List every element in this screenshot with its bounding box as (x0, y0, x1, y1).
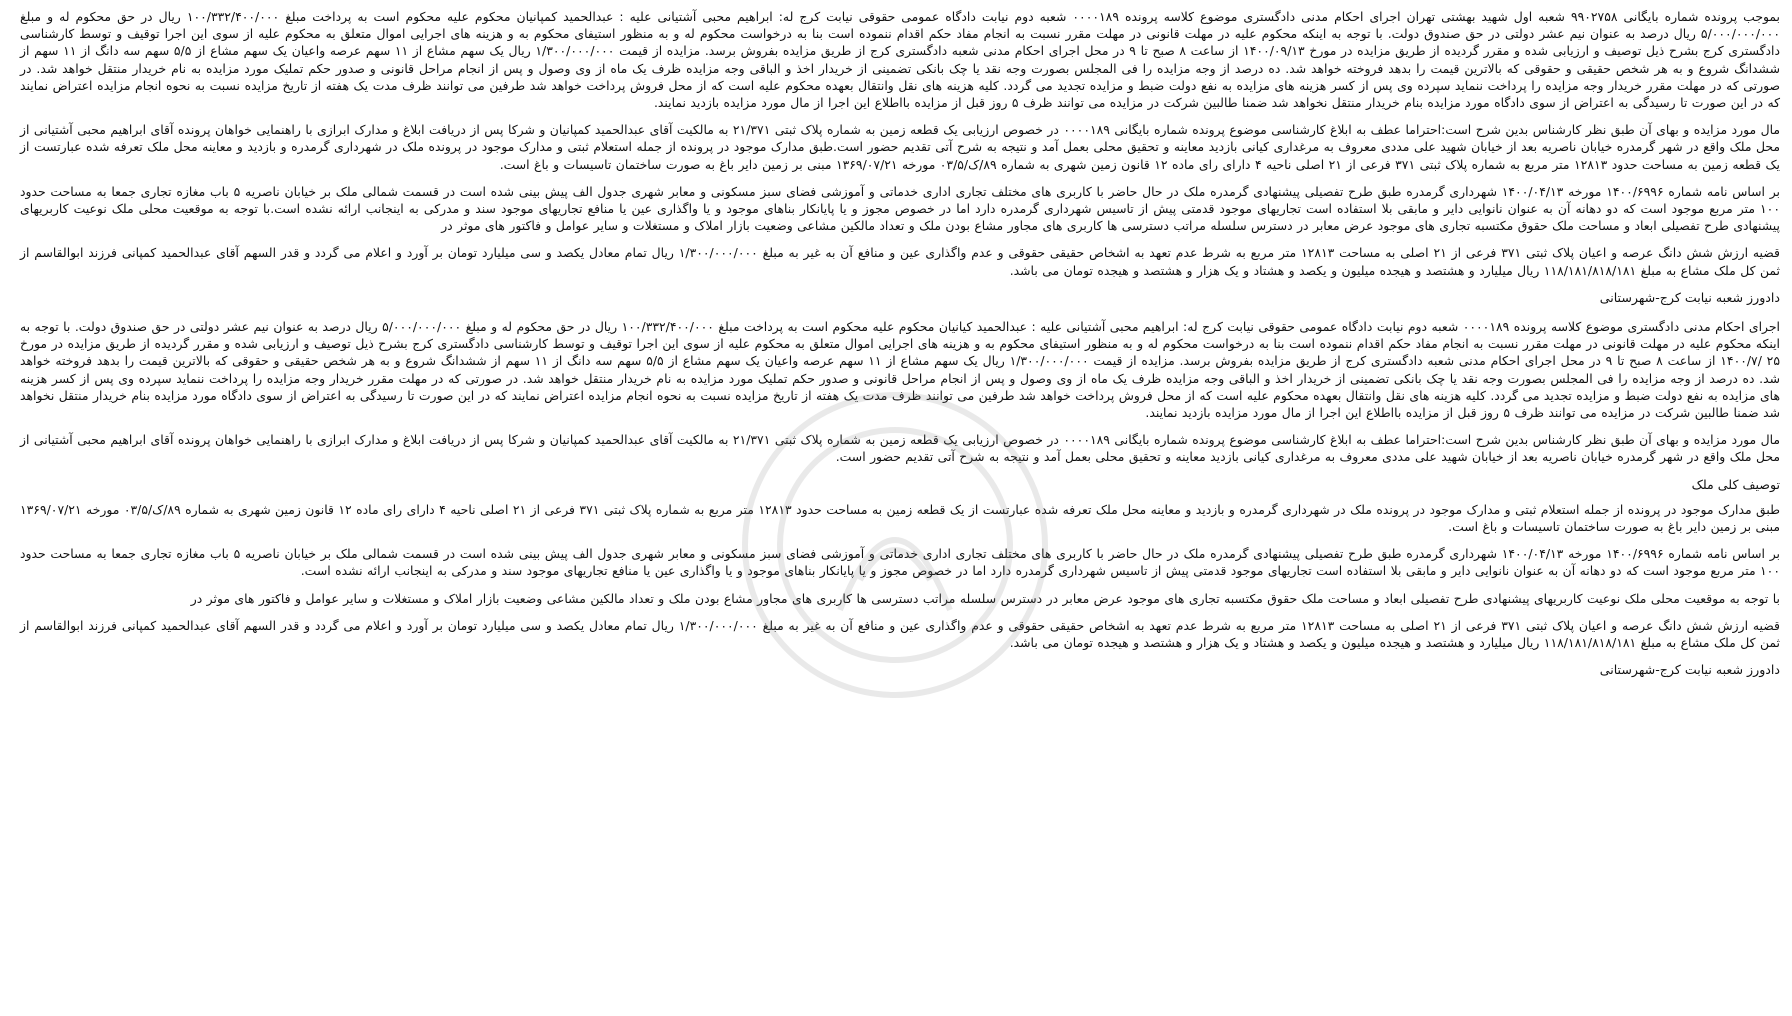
valuation-paragraph: قضیه ارزش شش دانگ عرصه و اعیان پلاک ثبتی ۳۷۱ فرعی از ۲۱ اصلی به مساحت ۱۲۸۱۳ متر مربع به شرط عدم تعهد به اشخاص حقیقی حقوقی و عدم واگذاری عین و منافع آن به غیر به مبلغ ۱/۳۰۰/۰۰۰/۰۰۰ ریال تمام معادل یکصد و سی میلیارد تومان بر آورد و اعلام می گردد و قدر السهم آقای عبدالحمید کمپانی فرزند ابوالقاسم از ثمن کل ملک مشاع به مبلغ ۱۱۸/۱۸۱/۸۱۸/۱۸۱ ریال میلیارد و هشتصد و هیجده میلیون و یکصد و هشتاد و یک هزار و هشتصد و هیجده تومان می باشد. (20, 617, 1780, 651)
municipality-letter-paragraph: بر اساس نامه شماره ۱۴۰۰/۶۹۹۶ مورخه ۱۴۰۰/۰۴/۱۳ شهرداری گرمدره طبق طرح تفصیلی پیشنهادی گرمدره ملک در حال حاضر با کاربری های مختلف تجاری اداری خدماتی و آموزشی فضای سبز مسکونی و معابر شهری جدول الف پیش بینی شده است در قسمت شمالی ملک بر خیابان ناصریه ۵ باب مغازه تجاری جمعا به مساحت حدود ۱۰۰ متر مربع موجود است که دو دهانه آن به عنوان نانوایی دایر و مابقی بلا استفاده است تجاریهای موجود قدمتی پیش از تاسیس شهرداری گرمدره دارد اما در خصوص مجوز و یا پایانکار بناهای موجود و یا واگذاری عین یا منافع تجاریهای موجود سند و مدرکی به اینجانب ارائه نشده است.با توجه به موقعیت محلی ملک نوعیت کاربریهای پیشنهادی طرح تفصیلی ابعاد و مساحت ملک حقوق مکتسبه تجاری های موجود عرض معابر در دسترس سلسله مراتب دسترسی ها کاربری های مجاور مشاع بودن ملک و تعداد مالکین مشاعی وضعیت بازار املاک و مستغلات و سایر عوامل و فاکتور های موثر در (20, 183, 1780, 234)
expert-opinion-paragraph: مال مورد مزایده و بهای آن طبق نظر کارشناس بدین شرح است:احتراما عطف به ابلاغ کارشناسی موضوع پرونده شماره بایگانی ۰۰۰۰۱۸۹ در خصوص ارزیابی یک قطعه زمین به شماره پلاک ثبتی ۲۱/۳۷۱ به مالکیت آقای عبدالحمید کمپانیان و شرکا پس از دریافت ابلاغ و مدارک ابرازی با راهنمایی خواهان پرونده آقای ابراهیم محبی آشتیانی از محل ملک واقع در شهر گرمدره خیابان ناصریه بعد از خیابان شهید علی مددی معروف به مرغداری کیانی بازدید معاینه و تحقیق محلی بعمل آمد و نتیجه به شرح آتی تقدیم حضور است. (20, 432, 1780, 465)
auction-notice-paragraph: اجرای احکام مدنی دادگستری موضوع کلاسه پرونده ۰۰۰۰۱۸۹ شعبه دوم نیابت دادگاه عمومی حقوقی نیابت کرج له: ابراهیم محبی آشتیانی علیه : عبدالحمید کیانیان محکوم علیه محکوم است به پرداخت مبلغ ۱۰۰/۳۳۲/۴۰۰/۰۰۰ ریال در حق محکوم له و مبلغ ۵/۰۰۰/۰۰۰/۰۰۰ ریال درصد به عنوان نیم عشر دولتی در حق صندوق دولت. با توجه به اینکه محکوم علیه در مهلت قانونی در مهلت مقرر نسبت به انجام مفاد حکم اقدام ننموده است بنا به درخواست محکوم له و به منظور استیفای محکوم به و هزینه های اجرایی اموال متعلق به محکوم علیه از سوی این اجرا توقیف و توسط کارشناسی دادگستری کرج بشرح ذیل توصیف و ارزیابی شده و مقرر گردیده از طریق مزایده در مورخ ۲۵ /۱۴۰۰/۷ از ساعت ۸ صبح تا ۹ در محل اجرای احکام مدنی شعبه دادگستری کرج از طریق مزایده بفروش برسد. مزایده از قیمت ۱/۳۰۰/۰۰۰/۰۰۰ ریال یک سهم مشاع از ۱۱ سهم عرصه واعیان یک سهم مشاع از ۵/۵ سهم سه دانگ از ۱۱ سهم از ششدانگ شروع و به هر شخص حقیقی و حقوقی که بالاترین قیمت را بدهد فروخته خواهد شد. ده درصد از وجه مزایده را فی المجلس بصورت وجه نقد یا چک بانکی تضمینی از خریدار اخذ و الباقی وجه مزایده ظرف یک ماه از وی وصول و پس از انجام مراحل قانونی و صدور حکم تملیک مورد مزایده به نام خریدار منتقل خواهد شد. در صورتی که در مهلت مقرر خریدار وجه مزایده را پرداخت ننماید سپرده وی پس از کسر هزینه های مزایده به نفع دولت ضبط و مزایده تجدید می گردد. کلیه هزینه های نقل وانتقال بعهده محکوم علیه است که از محل فروش پرداخت خواهد شد طرفین می توانند ظرف مدت یک هفته از تاریخ مزایده نسبت به نحوه انجام مزایده اعتراض نمایند که در این صورت تا رسیدگی به اعتراض از سوی دادگاه مورد مزایده بنام خریدار منتقل نخواهد شد ضمنا طالبین شرکت در مزایده می توانند ظرف ۵ روز قبل از مزایده بااطلاع این اجرا از مال مورد مزایده بازدید نمایند. (20, 319, 1780, 421)
property-description-paragraph: طبق مدارک موجود در پرونده از جمله استعلام ثبتی و مدارک موجود در پرونده ملک در شهرداری گرمدره و بازدید و معاینه محل ملک تعرفه شده عبارتست از یک قطعه زمین به مساحت حدود ۱۲۸۱۳ متر مربع به شماره پلاک ثبتی ۳۷۱ فرعی از ۲۱ اصلی ناحیه ۴ دارای رای ماده ۱۲ قانون زمین شهری به شماره ۸۹/ک/۰۳/۵ مورخه ۱۳۶۹/۰۷/۲۱ مبنی بر زمین دایر باغ به صورت ساختمان تاسیسات و باغ است. (20, 501, 1780, 535)
expert-opinion-paragraph: مال مورد مزایده و بهای آن طبق نظر کارشناس بدین شرح است:احتراما عطف به ابلاغ کارشناسی موضوع پرونده شماره بایگانی ۰۰۰۰۱۸۹ در خصوص ارزیابی یک قطعه زمین به شماره پلاک ثبتی ۲۱/۳۷۱ به مالکیت آقای عبدالحمید کمپانیان و شرکا پس از دریافت ابلاغ و مدارک ابرازی با راهنمایی خواهان پرونده آقای ابراهیم محبی آشتیانی از محل ملک واقع در شهر گرمدره خیابان ناصریه بعد از خیابان شهید علی مددی معروف به مرغداری کیانی بازدید معاینه و تحقیق محلی بعمل آمد و نتیجه به شرح آتی تقدیم حضور است.طبق مدارک موجود در پرونده از جمله استعلام ثبتی و مدارک موجود در پرونده ملک در شهرداری گرمدره و بازدید و معاینه محل ملک تعرفه شده عبارتست از یک قطعه زمین به مساحت حدود ۱۲۸۱۳ متر مربع به شماره پلاک ثبتی ۳۷۱ فرعی از ۲۱ اصلی ناحیه ۴ دارای رای ماده ۱۲ قانون زمین شهری به شماره ۸۹/ک/۰۳/۵ مورخه ۱۳۶۹/۰۷/۲۱ مبنی بر زمین دایر باغ به صورت ساختمان تاسیسات و باغ است. (20, 122, 1780, 172)
auction-notice-paragraph: بموجب پرونده شماره بایگانی ۹۹۰۲۷۵۸ شعبه اول شهید بهشتی تهران اجرای احکام مدنی دادگستری موضوع کلاسه پرونده ۰۰۰۰۱۸۹ شعبه دوم نیابت دادگاه عمومی حقوقی نیابت کرج له: ابراهیم محبی آشتیانی علیه : عبدالحمید کمپانیان محکوم علیه محکوم است به پرداخت مبلغ ۱۰۰/۳۳۲/۴۰۰/۰۰۰ ریال در حق محکوم له و مبلغ ۵/۰۰۰/۰۰۰/۰۰۰ ریال درصد به عنوان نیم عشر دولتی در حق صندوق دولت. با توجه به اینکه محکوم علیه در مهلت قانونی در مهلت مقرر نسبت به انجام مفاد حکم اقدام ننموده است بنا به درخواست محکوم له و به منظور استیفای محکوم به و هزینه های اجرایی اموال متعلق به محکوم علیه از سوی این اجرا توقیف و توسط کارشناسی دادگستری کرج بشرح ذیل توصیف و ارزیابی شده و مقرر گردیده از طریق مزایده در مورخ ۱۴۰۰/۰۹/۱۳ از ساعت ۸ صبح تا ۹ در محل اجرای احکام مدنی شعبه دادگستری کرج از طریق مزایده بفروش برسد. مزایده از قیمت ۱/۳۰۰/۰۰۰/۰۰۰ ریال یک سهم مشاع از ۱۱ سهم عرصه واعیان یک سهم مشاع از ۵/۵ سهم سه دانگ از ۱۱ سهم از ششدانگ شروع و به هر شخص حقیقی و حقوقی که بالاترین قیمت را بدهد فروخته خواهد شد. ده درصد از وجه مزایده را فی المجلس بصورت وجه نقد یا چک بانکی تضمینی از خریدار اخذ و الباقی وجه مزایده ظرف یک ماه از وی وصول و پس از انجام مراحل قانونی و صدور حکم تملیک مورد مزایده به نام خریدار منتقل خواهد شد. در صورتی که در مهلت مقرر خریدار وجه مزایده را پرداخت ننماید سپرده وی پس از کسر هزینه های مزایده به نفع دولت ضبط و مزایده تجدید می گردد. کلیه هزینه های نقل وانتقال بعهده محکوم علیه است که از محل فروش پرداخت خواهد شد طرفین می توانند ظرف مدت یک هفته از تاریخ مزایده نسبت به نحوه انجام مزایده اعتراض نمایند که در این صورت تا رسیدگی به اعتراض از سوی دادگاه مورد مزایده بنام خریدار منتقل نخواهد شد ضمنا طالبین شرکت در مزایده می توانند ظرف ۵ روز قبل از مزایده بااطلاع این اجرا از مال مورد مزایده بازدید نمایند. (20, 9, 1780, 111)
signature-line: دادورز شعبه نیابت کرج-شهرستانی (1599, 289, 1780, 305)
valuation-factors-paragraph: با توجه به موقعیت محلی ملک نوعیت کاربریهای پیشنهادی طرح تفصیلی ابعاد و مساحت ملک حقوق مکتسبه تجاری های موجود عرض معابر در دسترس سلسله مراتب دسترسی ها کاربری های مجاور مشاع بودن ملک و تعداد مالکین مشاعی وضعیت بازار املاک و مستغلات و سایر عوامل و فاکتور های موثر در (190, 590, 1780, 606)
municipality-letter-paragraph: بر اساس نامه شماره ۱۴۰۰/۶۹۹۶ مورخه ۱۴۰۰/۰۴/۱۳ شهرداری گرمدره طبق طرح تفصیلی پیشنهادی گرمدره ملک در حال حاضر با کاربری های مختلف تجاری اداری خدماتی و آموزشی فضای سبز مسکونی و معابر شهری جدول الف پیش بینی شده است در قسمت شمالی ملک بر خیابان ناصریه ۵ باب مغازه تجاری جمعا به مساحت حدود ۱۰۰ متر مربع موجود است که دو دهانه آن به عنوان نانوایی دایر و مابقی بلا استفاده است تجاریهای موجود قدمتی پیش از تاسیس شهرداری گرمدره دارد اما در خصوص مجوز و یا پایانکار بناهای موجود و یا واگذاری عین یا منافع تجاریهای موجود سند و مدرکی به اینجانب ارائه نشده است. (20, 546, 1780, 579)
valuation-paragraph: قضیه ارزش شش دانگ عرصه و اعیان پلاک ثبتی ۳۷۱ فرعی از ۲۱ اصلی به مساحت ۱۲۸۱۳ متر مربع به شرط عدم تعهد به اشخاص حقیقی حقوقی و عدم واگذاری عین و منافع آن به غیر به مبلغ ۱/۳۰۰/۰۰۰/۰۰۰ ریال تمام معادل یکصد و سی میلیارد تومان بر آورد و اعلام می گردد و قدر السهم آقای عبدالحمید کمپانی فرزند ابوالقاسم از ثمن کل ملک مشاع به مبلغ ۱۱۸/۱۸۱/۸۱۸/۱۸۱ ریال میلیارد و هشتصد و هیجده میلیون و یکصد و هشتاد و یک هزار و هشتصد و هیجده تومان می باشد. (20, 245, 1780, 278)
property-description-heading: توصیف کلی ملک (1691, 476, 1780, 492)
signature-line: دادورز شعبه نیابت کرج-شهرستانی (1599, 662, 1780, 678)
